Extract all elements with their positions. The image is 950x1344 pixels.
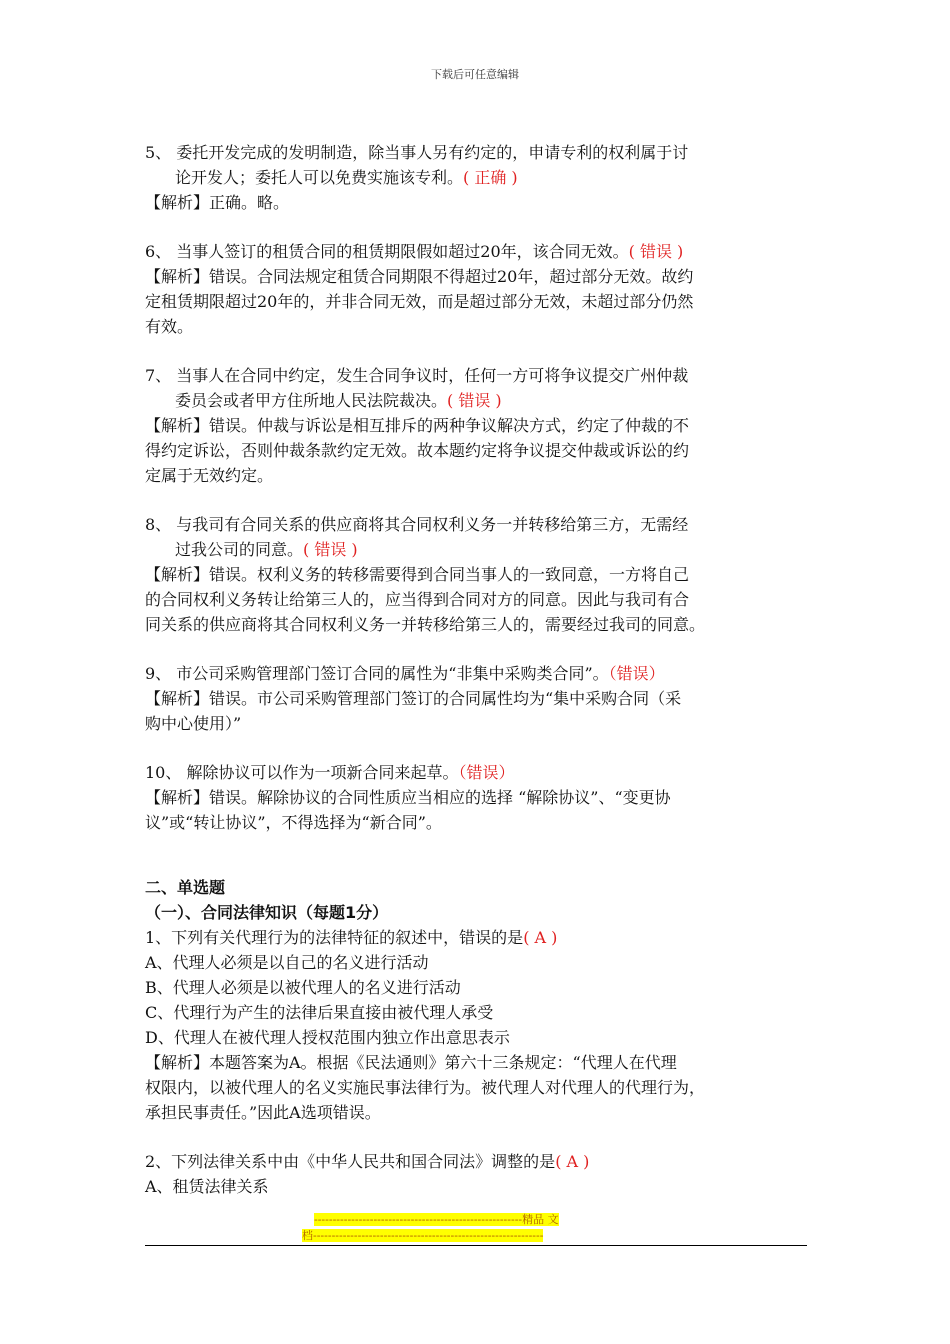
q8-analysis-3: 同关系的供应商将其合同权利义务一并转移给第三人的，需要经过我司的同意。 xyxy=(145,615,706,634)
q9-analysis-2: 购中心使用）” xyxy=(145,714,242,733)
q6-analysis-1: 【解析】错误。合同法规定租赁合同期限不得超过20年，超过部分无效。故约 xyxy=(145,267,694,286)
footer-line-1: --------------------------------------------------------精品 文 xyxy=(314,1213,559,1226)
s2-question: 2、下列法律关系中由《中华人民共和国合同法》调整的是( A ) xyxy=(145,1152,590,1171)
q9-answer: （错误） xyxy=(608,664,665,683)
s2-answer: ( A ) xyxy=(555,1152,590,1171)
q9-analysis-1: 【解析】错误。市公司采购管理部门签订的合同属性均为“集中采购合同（采 xyxy=(145,689,682,708)
s1-analysis-2: 权限内，以被代理人的名义实施民事法律行为。被代理人对代理人的代理行为， xyxy=(145,1078,706,1097)
document-body xyxy=(145,140,810,1199)
q5-line1: 5、 委托开发完成的发明制造，除当事人另有约定的，申请专利的权利属于讨 xyxy=(145,143,689,162)
q6-answer: ( 错误 ) xyxy=(628,242,684,261)
q7-line1: 7、 当事人在合同中约定，发生合同争议时，任何一方可将争议提交广州仲裁 xyxy=(145,366,689,385)
s1-option-d: D、代理人在被代理人授权范围内独立作出意思表示 xyxy=(145,1028,510,1047)
q7-answer: ( 错误 ) xyxy=(447,391,502,410)
s1-analysis-1: 【解析】本题答案为A。根据《民法通则》第六十三条规定：“代理人在代理 xyxy=(145,1053,677,1072)
q5-line2: 论开发人；委托人可以免费实施该专利。( 正确 ) xyxy=(175,168,518,187)
q5-analysis: 【解析】正确。略。 xyxy=(145,193,290,212)
q7-analysis-1: 【解析】错误。仲裁与诉讼是相互排斥的两种争议解决方式，约定了仲裁的不 xyxy=(145,416,690,435)
footer-line-2: 档-------------------------------------------------------------- xyxy=(302,1229,544,1242)
q7-analysis-2: 得约定诉讼，否则仲裁条款约定无效。故本题约定将争议提交仲裁或诉讼的约 xyxy=(145,441,690,460)
q5-answer: ( 正确 ) xyxy=(463,168,518,187)
s1-question: 1、下列有关代理行为的法律特征的叙述中，错误的是( A ) xyxy=(145,928,558,947)
q10-analysis-2: 议”或“转让协议”，不得选择为“新合同”。 xyxy=(145,813,442,832)
q8-line1: 8、 与我司有合同关系的供应商将其合同权利义务一并转移给第三方，无需经 xyxy=(145,515,689,534)
q10-analysis-1: 【解析】错误。解除协议的合同性质应当相应的选择 “解除协议”、“变更协 xyxy=(145,788,671,807)
s2-option-a: A、租赁法律关系 xyxy=(145,1177,269,1196)
s1-answer: ( A ) xyxy=(523,928,558,947)
s1-option-c: C、代理行为产生的法律后果直接由被代理人承受 xyxy=(145,1003,494,1022)
section-subtitle: （一）、合同法律知识（每题1分） xyxy=(145,903,389,922)
footer-watermark xyxy=(302,1212,648,1244)
q10-answer: （错误） xyxy=(458,763,515,782)
q8-analysis-2: 的合同权利义务转让给第三人的，应当得到合同对方的同意。因此与我司有合 xyxy=(145,590,690,609)
s1-analysis-3: 承担民事责任。”因此A选项错误。 xyxy=(145,1103,381,1122)
q8-answer: ( 错误 ) xyxy=(303,540,358,559)
footer-rule xyxy=(145,1245,807,1246)
q8-line2: 过我公司的同意。( 错误 ) xyxy=(175,540,358,559)
q10-text: 10、 解除协议可以作为一项新合同来起草。（错误） xyxy=(145,763,515,782)
q6-text: 6、 当事人签订的租赁合同的租赁期限假如超过20年，该合同无效。( 错误 ) xyxy=(145,242,684,261)
q6-analysis-2: 定租赁期限超过20年的，并非合同无效，而是超过部分无效，未超过部分仍然 xyxy=(145,292,694,311)
section-title: 二、单选题 xyxy=(145,878,226,897)
s1-option-a: A、代理人必须是以自己的名义进行活动 xyxy=(145,953,429,972)
page-header: 下载后可任意编辑 xyxy=(431,68,519,81)
q6-analysis-3: 有效。 xyxy=(145,317,194,336)
s1-option-b: B、代理人必须是以被代理人的名义进行活动 xyxy=(145,978,461,997)
q8-analysis-1: 【解析】错误。权利义务的转移需要得到合同当事人的一致同意，一方将自己 xyxy=(145,565,690,584)
q9-text: 9、 市公司采购管理部门签订合同的属性为“非集中采购类合同”。（错误） xyxy=(145,664,665,683)
q7-analysis-3: 定属于无效约定。 xyxy=(145,466,274,485)
q7-line2: 委员会或者甲方住所地人民法院裁决。( 错误 ) xyxy=(175,391,502,410)
